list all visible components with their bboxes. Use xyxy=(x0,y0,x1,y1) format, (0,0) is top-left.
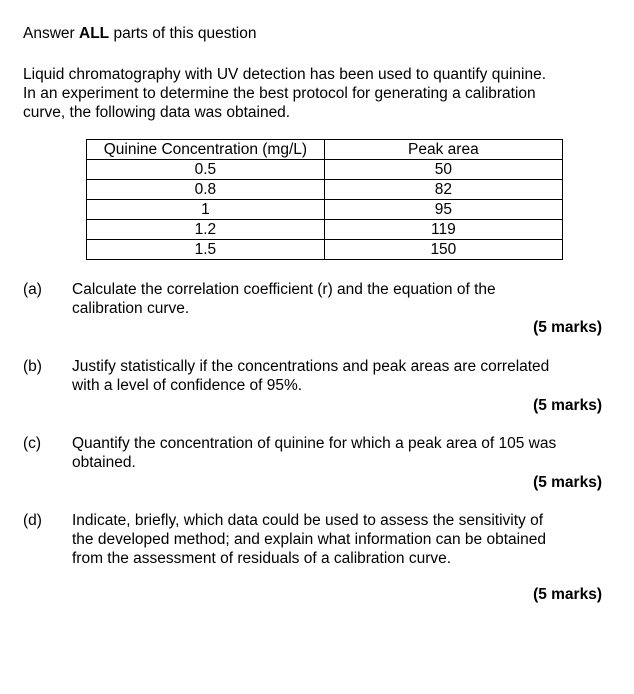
part-text-line-3: from the assessment of residuals of a calibration curve. xyxy=(72,550,452,567)
concentration-cell: 1 xyxy=(87,200,325,220)
header-concentration: Quinine Concentration (mg/L) xyxy=(87,140,325,160)
concentration-cell: 0.8 xyxy=(87,180,325,200)
instruction-pre: Answer xyxy=(23,25,79,42)
part-text-line-2: calibration curve. xyxy=(72,300,190,317)
part-text xyxy=(72,357,602,395)
part-text-line-1: Calculate the correlation coefficient (r) and the equation of the xyxy=(72,281,496,298)
marks-label: (5 marks) xyxy=(533,319,602,336)
part-text xyxy=(72,280,602,318)
table-row xyxy=(87,200,563,220)
intro-line-3: curve, the following data was obtained. xyxy=(23,104,291,121)
part-text-line-2: obtained. xyxy=(72,454,136,471)
part-label: (d) xyxy=(23,512,42,529)
part-text-line-1: Indicate, briefly, which data could be used to assess the sensitivity of xyxy=(72,512,543,529)
instruction-bold: ALL xyxy=(79,25,110,42)
instruction-post: parts of this question xyxy=(109,25,257,42)
marks-label: (5 marks) xyxy=(533,586,602,603)
part-label: (c) xyxy=(23,435,42,452)
part-text-line-1: Quantify the concentration of quinine for which a peak area of 105 was xyxy=(72,435,557,452)
part-text-line-2: the developed method; and explain what information can be obtained xyxy=(72,531,546,548)
instruction-line xyxy=(23,24,256,43)
part-text xyxy=(72,434,602,472)
peak-area-cell: 150 xyxy=(324,240,562,260)
header-peak-area: Peak area xyxy=(324,140,562,160)
part-label: (a) xyxy=(23,281,42,298)
intro-paragraph xyxy=(23,65,623,122)
table-row xyxy=(87,240,563,260)
concentration-cell: 0.5 xyxy=(87,160,325,180)
peak-area-cell: 119 xyxy=(324,220,562,240)
peak-area-cell: 82 xyxy=(324,180,562,200)
table-header-row xyxy=(87,140,563,160)
table-row xyxy=(87,180,563,200)
part-text-line-2: with a level of confidence of 95%. xyxy=(72,377,303,394)
concentration-cell: 1.5 xyxy=(87,240,325,260)
concentration-cell: 1.2 xyxy=(87,220,325,240)
intro-line-2: In an experiment to determine the best protocol for generating a calibration xyxy=(23,85,536,102)
table-row xyxy=(87,220,563,240)
marks-label: (5 marks) xyxy=(533,474,602,491)
peak-area-cell: 50 xyxy=(324,160,562,180)
calibration-data-table xyxy=(86,139,563,260)
part-text-line-1: Justify statistically if the concentrations and peak areas are correlated xyxy=(72,358,550,375)
intro-line-1: Liquid chromatography with UV detection has been used to quantify quinine. xyxy=(23,66,547,83)
table-row xyxy=(87,160,563,180)
peak-area-cell: 95 xyxy=(324,200,562,220)
part-text xyxy=(72,511,602,568)
part-label: (b) xyxy=(23,358,42,375)
marks-label: (5 marks) xyxy=(533,397,602,414)
